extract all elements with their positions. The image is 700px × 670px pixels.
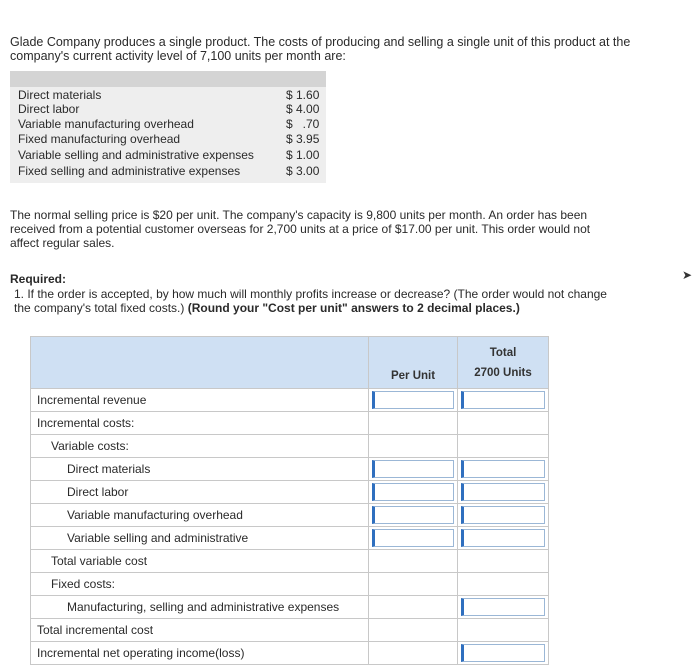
row-label: Variable costs:	[31, 435, 369, 458]
row-label: Fixed costs:	[31, 573, 369, 596]
row-label: Incremental costs:	[31, 412, 369, 435]
header-blank	[31, 337, 369, 389]
cost-row	[18, 102, 324, 117]
revenue-per-unit-input[interactable]	[372, 391, 454, 409]
cost-row	[18, 117, 324, 132]
cost-table-header	[10, 71, 326, 87]
question-instruction: (Round your "Cost per unit" answers to 2 decimal places.)	[187, 301, 520, 315]
row-label: Incremental net operating income(loss)	[31, 642, 369, 665]
row-label: Direct labor	[31, 481, 369, 504]
cost-value: $ .70	[286, 117, 320, 131]
question-text: 1. If the order is accepted, by how much will monthly profits increase or decrease? (The order would not change the company's total fixed costs.)	[14, 287, 607, 315]
vsa-per-unit-input[interactable]	[372, 529, 454, 547]
cost-value: $ 4.00	[286, 102, 320, 116]
dl-per-unit-input[interactable]	[372, 483, 454, 501]
row-label: Variable manufacturing overhead	[31, 504, 369, 527]
cost-label: Direct labor	[18, 102, 80, 116]
col-total-line1: Total	[489, 346, 517, 359]
cost-row	[18, 148, 324, 163]
cost-value: $ 3.00	[286, 164, 320, 178]
row-label: Direct materials	[31, 458, 369, 481]
cost-row	[18, 88, 324, 103]
cost-label: Variable manufacturing overhead	[18, 117, 194, 131]
dl-total-input[interactable]	[461, 483, 545, 501]
revenue-total-input[interactable]	[461, 391, 545, 409]
col-per-unit: Per Unit	[369, 337, 458, 389]
vmoh-per-unit-input[interactable]	[372, 506, 454, 524]
cost-label: Variable selling and administrative expenses	[18, 148, 254, 162]
cost-label: Direct materials	[18, 88, 102, 102]
question-1	[14, 287, 624, 315]
col-total	[458, 337, 549, 389]
dm-per-unit-input[interactable]	[372, 460, 454, 478]
mouse-cursor-icon: ➤	[682, 268, 693, 282]
cost-label: Fixed manufacturing overhead	[18, 132, 181, 146]
fixed-total-input[interactable]	[461, 598, 545, 616]
net-income-total-input[interactable]	[461, 644, 545, 662]
cost-value: $ 1.60	[286, 88, 320, 102]
cost-value: $ 3.95	[286, 132, 320, 146]
row-label: Variable selling and administrative	[31, 527, 369, 550]
cost-table	[10, 71, 326, 183]
cost-label: Fixed selling and administrative expenses	[18, 164, 241, 178]
analysis-table	[30, 336, 549, 665]
row-label: Manufacturing, selling and administrative expenses	[31, 596, 369, 619]
cost-value: $ 1.00	[286, 148, 320, 162]
vsa-total-input[interactable]	[461, 529, 545, 547]
cost-row	[18, 164, 324, 179]
cost-row	[18, 132, 324, 147]
col-total-line2: 2700 Units	[474, 366, 532, 379]
problem-intro: Glade Company produces a single product. The costs of producing and selling a single unit of this product at the company's current activity level of 7,100 units per month are:	[10, 35, 631, 63]
required-label: Required:	[10, 272, 67, 286]
order-paragraph: The normal selling price is $20 per unit. The company's capacity is 9,800 units per month. An order has been received from a potential customer overseas for 2,700 units at a price of $17.00 per unit. This order would not affect regular sales.	[10, 208, 591, 250]
row-label: Total incremental cost	[31, 619, 369, 642]
row-label: Total variable cost	[31, 550, 369, 573]
vmoh-total-input[interactable]	[461, 506, 545, 524]
row-label: Incremental revenue	[31, 389, 369, 412]
dm-total-input[interactable]	[461, 460, 545, 478]
